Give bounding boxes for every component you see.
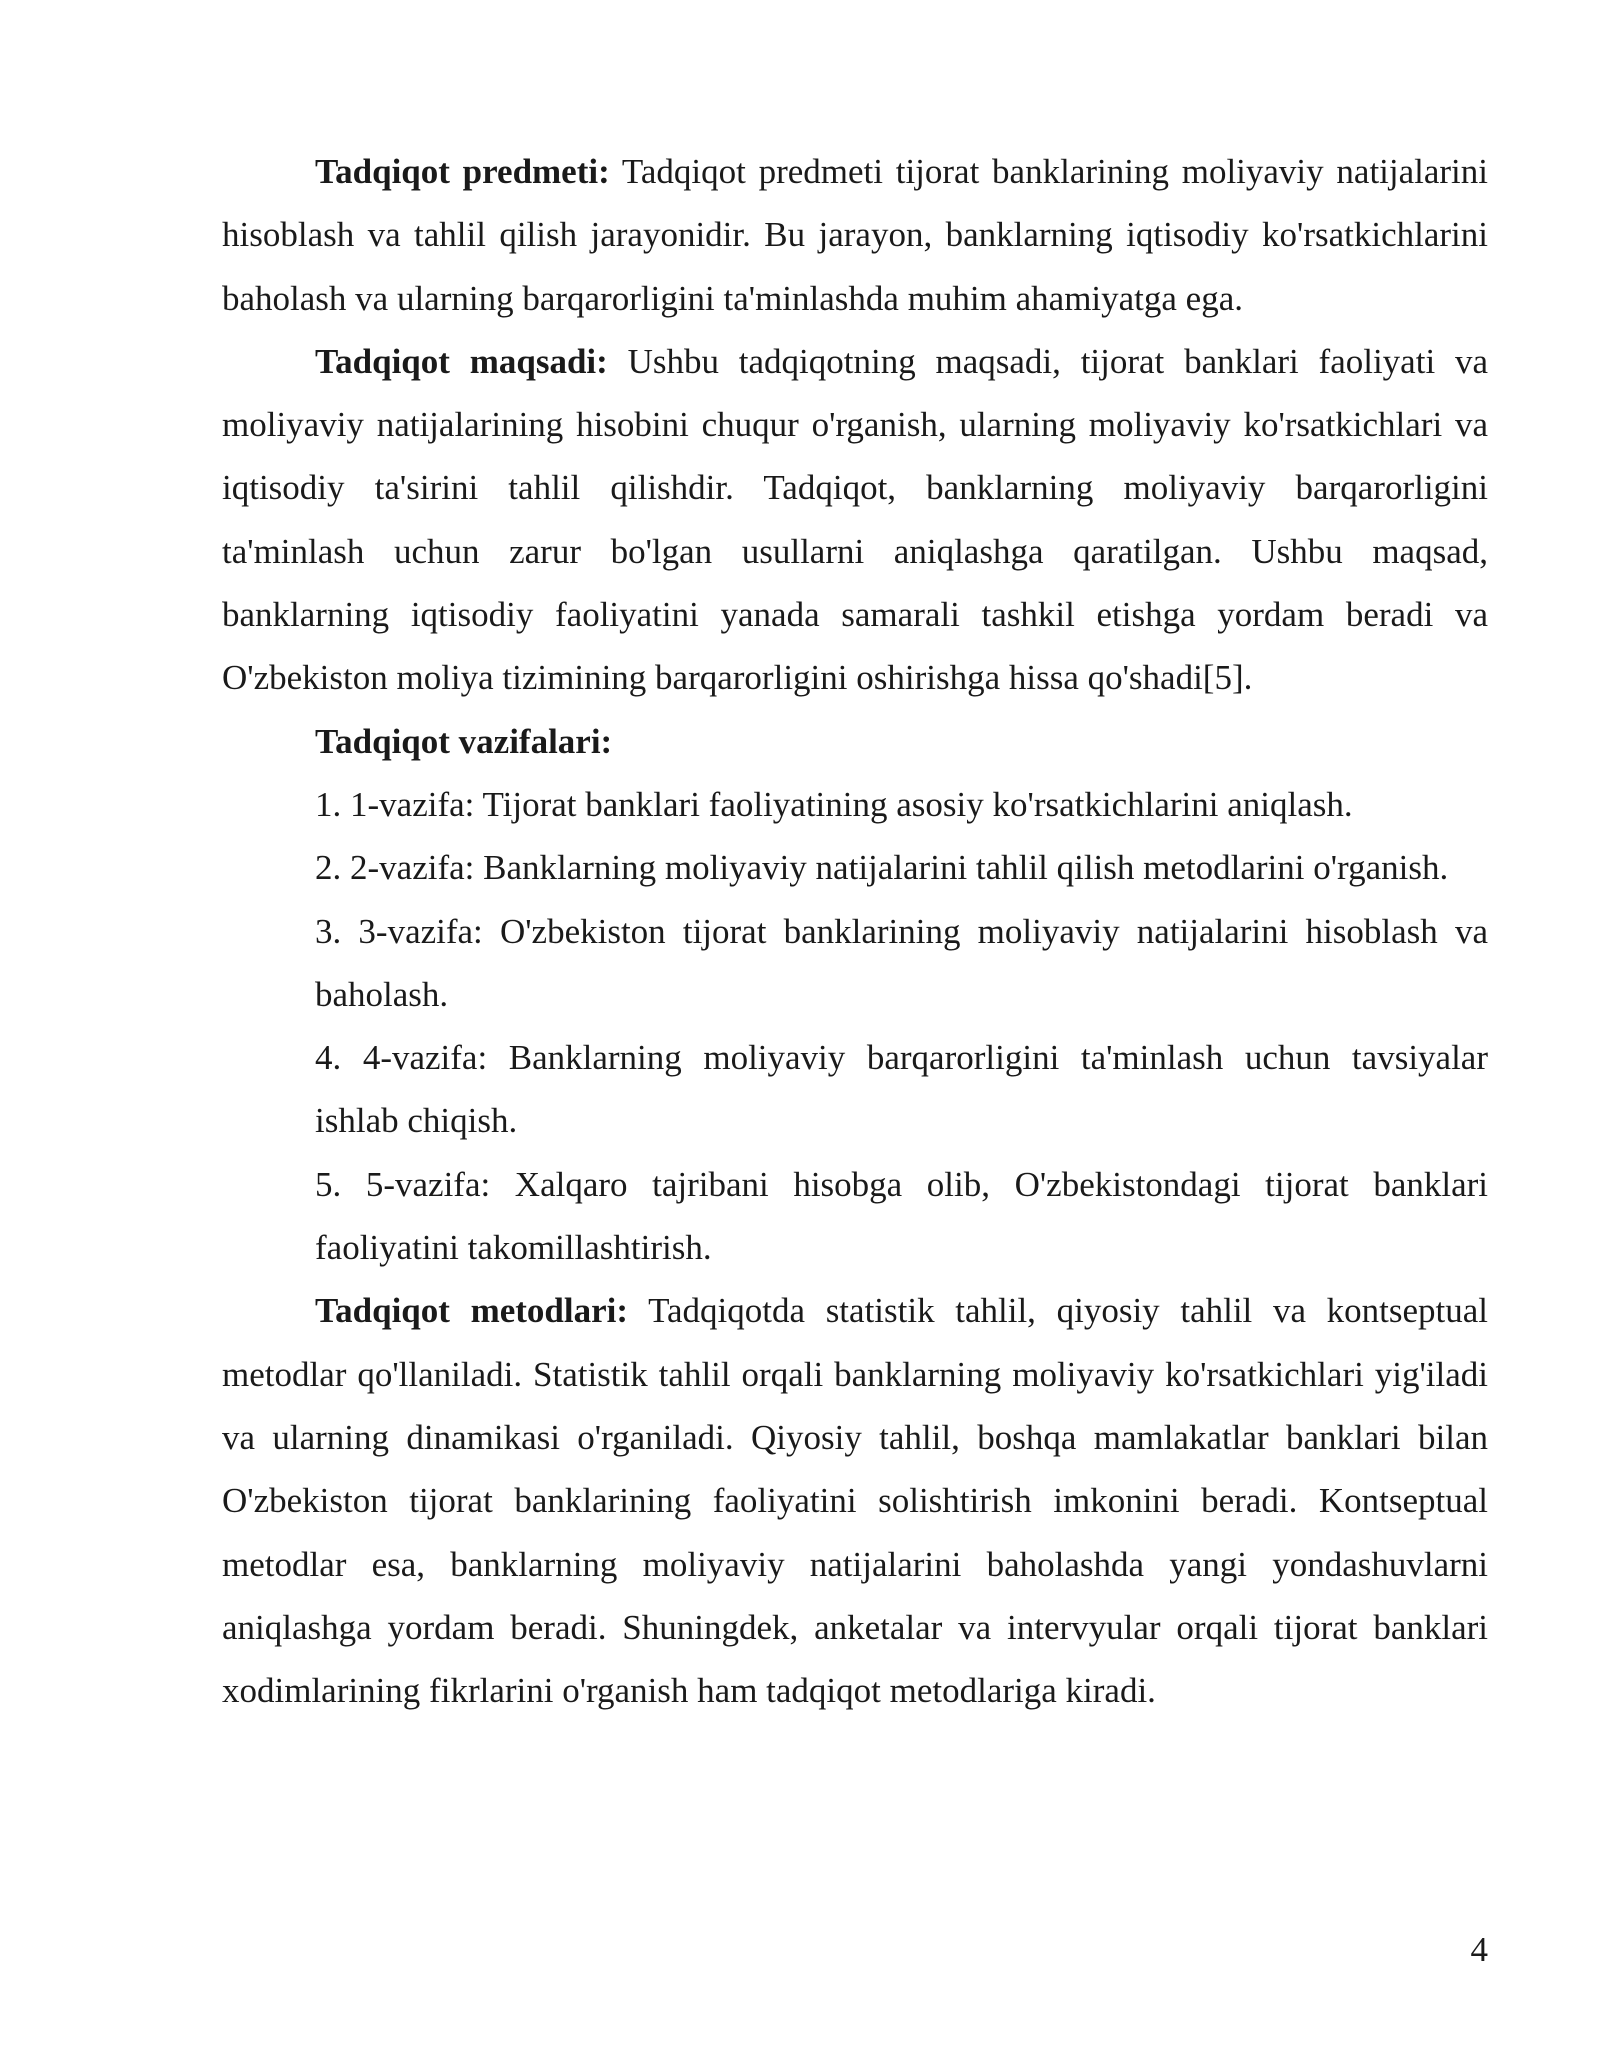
maqsadi-text: Ushbu tadqiqotning maqsadi, tijorat banklari faoliyati va moliyaviy natijalarining hisobini chuqur o'rganish, ularning moliyaviy ko'rsatkichlari va iqtisodiy ta'sirini tahlil qilishdir. Tadqiqot, banklarning moliyaviy barqarorligini ta'minlash uchun zarur bo'lgan usullarni aniqlashga qaratilgan. Ushbu maqsad, banklarning iqtisodiy faoliyatini yanada samarali tashkil etishga yordam beradi va O'zbekiston moliya tizimining barqarorligini oshirishga hissa qo'shadi[5]. (222, 341, 1488, 698)
list-item: 4. 4-vazifa: Banklarning moliyaviy barqarorligini ta'minlash uchun tavsiyalar ishlab chiqish. (315, 1038, 1488, 1141)
list-item: 5. 5-vazifa: Xalqaro tajribani hisobga olib, O'zbekistondagi tijorat banklari faoliyatini takomillashtirish. (315, 1164, 1488, 1268)
metodlari-label: Tadqiqot metodlari: (315, 1291, 629, 1331)
list-item: 2. 2-vazifa: Banklarning moliyaviy natijalarini tahlil qilish metodlarini o'rganish. (315, 848, 1449, 888)
paragraph-maqsadi (222, 330, 1488, 710)
page-number: 4 (1470, 1930, 1488, 1969)
paragraph-predmeti (222, 140, 1488, 330)
document-page (222, 140, 1488, 1722)
paragraph-metodlari (222, 1279, 1488, 1722)
metodlari-text: Tadqiqotda statistik tahlil, qiyosiy tahlil va kontseptual metodlar qo'llaniladi. Statistik tahlil orqali banklarning moliyaviy ko'rsatkichlari yig'iladi va ularning dinamikasi o'rganiladi. Qiyosiy tahlil, boshqa mamlakatlar banklari bilan O'zbekiston tijorat banklarining faoliyatini solishtirish imkonini beradi. Kontseptual metodlar esa, banklarning moliyaviy natijalarini baholashda yangi yondashuvlarni aniqlashga yordam beradi. Shuningdek, anketalar va intervyular orqali tijorat banklari xodimlarining fikrlarini o'rganish ham tadqiqot metodlariga kiradi. (222, 1291, 1489, 1711)
predmeti-label: Tadqiqot predmeti: (315, 152, 610, 191)
list-item: 1. 1-vazifa: Tijorat banklari faoliyatining asosiy ko'rsatkichlarini aniqlash. (315, 784, 1353, 824)
maqsadi-label: Tadqiqot maqsadi: (315, 341, 608, 381)
vazifalari-heading: Tadqiqot vazifalari: (315, 721, 613, 761)
predmeti-text: Tadqiqot predmeti tijorat banklarining moliyaviy natijalarini hisoblash va tahlil qilish jarayonidir. Bu jarayon, banklarning iqtisodiy ko'rsatkichlarini baholash va ularning barqarorligini ta'minlashda muhim ahamiyatga ega. (222, 152, 1489, 318)
list-item: 3. 3-vazifa: O'zbekiston tijorat banklarining moliyaviy natijalarini hisoblash va baholash. (315, 911, 1488, 1014)
